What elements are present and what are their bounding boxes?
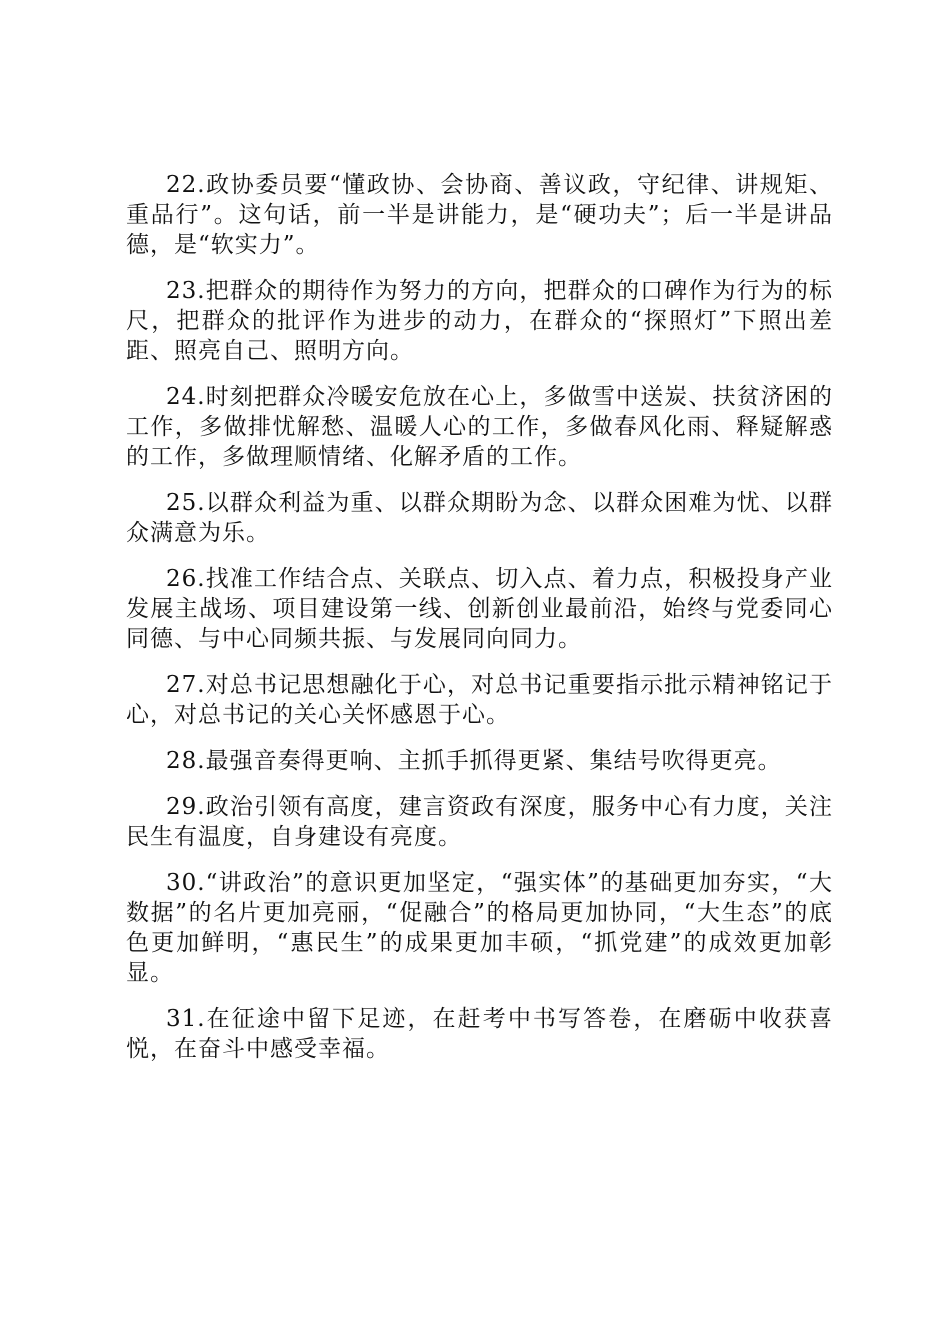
paragraph-30: 30.“讲政治”的意识更加坚定，“强实体”的基础更加夯实，“大数据”的名片更加亮丽，“促融合”的格局更加协同，“大生态”的底色更加鲜明，“惠民生”的成果更加丰硕，“抓党建”的成效更加彰显。 — [126, 870, 833, 986]
paragraph-24: 24.时刻把群众冷暖安危放在心上，多做雪中送炭、扶贫济困的工作，多做排忧解愁、温暖人心的工作，多做春风化雨、释疑解惑的工作，多做理顺情绪、化解矛盾的工作。 — [126, 384, 833, 470]
paragraph-29: 29.政治引领有高度，建言资政有深度，服务中心有力度，关注民生有温度，自身建设有亮度。 — [126, 794, 833, 850]
paragraph-26: 26.找准工作结合点、关联点、切入点、着力点，积极投身产业发展主战场、项目建设第一线、创新创业最前沿，始终与党委同心同德、与中心同频共振、与发展同向同力。 — [126, 566, 833, 652]
paragraph-23: 23.把群众的期待作为努力的方向，把群众的口碑作为行为的标尺，把群众的批评作为进步的动力，在群众的“探照灯”下照出差距、照亮自己、照明方向。 — [126, 278, 833, 364]
document-body — [126, 170, 833, 1080]
paragraph-28: 28.最强音奏得更响、主抓手抓得更紧、集结号吹得更亮。 — [166, 748, 782, 774]
paragraph-31: 31.在征途中留下足迹，在赶考中书写答卷，在磨砺中收获喜悦，在奋斗中感受幸福。 — [126, 1006, 833, 1062]
paragraph-22: 22.政协委员要“懂政协、会协商、善议政，守纪律、讲规矩、重品行”。这句话，前一半是讲能力，是“硬功夫”；后一半是讲品德，是“软实力”。 — [126, 172, 833, 258]
paragraph-27: 27.对总书记思想融化于心，对总书记重要指示批示精神铭记于心，对总书记的关心关怀感恩于心。 — [126, 672, 833, 728]
paragraph-25: 25.以群众利益为重、以群众期盼为念、以群众困难为忧、以群众满意为乐。 — [126, 490, 833, 546]
